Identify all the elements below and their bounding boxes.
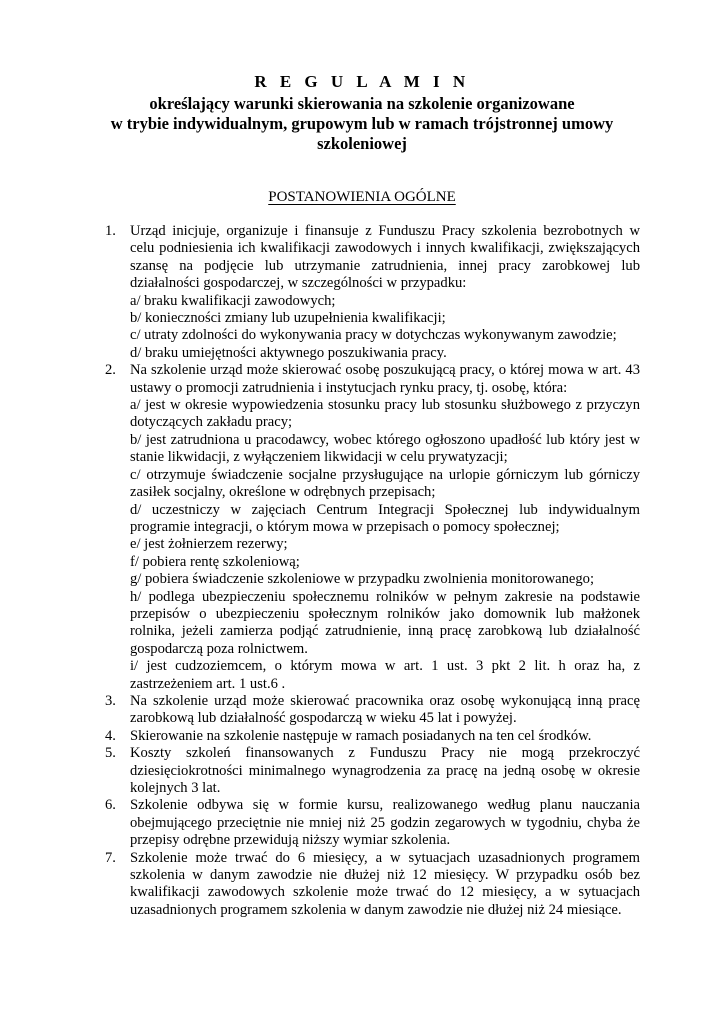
item-number: 7. — [105, 849, 116, 866]
list-item — [105, 797, 640, 849]
item-text-line: Szkolenie może trwać do 6 miesięcy, a w sytuacjach uzasadnionych programem — [130, 849, 640, 866]
list-item — [105, 850, 640, 920]
item-text-line: uzasadnionych programem szkolenia w danym zawodzie nie dłużej niż 24 miesiące. — [130, 901, 622, 918]
subtitle-line: określający warunki skierowania na szkolenie organizowane — [149, 94, 575, 113]
item-text-line: szansę na podjęcie lub utrzymanie zatrudnienia, innej pracy zarobkowej lub — [130, 257, 640, 274]
item-text-line: c/ utraty zdolności do wykonywania pracy w dotychczas wykonywanym zawodzie; — [130, 327, 617, 344]
list-item — [105, 693, 640, 728]
item-text-line: a/ jest w okresie wypowiedzenia stosunku pracy lub stosunku służbowego z przyczyn — [130, 397, 640, 414]
item-text-line: dotyczących zakładu pracy; — [130, 414, 293, 431]
item-text-line: Na szkolenie urząd może skierować osobę poszukującą pracy, o której mowa w art. 43 — [130, 362, 640, 379]
item-text-line: b/ konieczności zmiany lub uzupełnienia kwalifikacji; — [130, 310, 446, 327]
item-text-line: a/ braku kwalifikacji zawodowych; — [130, 292, 336, 309]
item-number: 1. — [105, 223, 116, 239]
item-number: 4. — [105, 727, 116, 744]
item-text-line: obejmującego przeciętnie nie mniej niż 25 godzin zegarowych w tygodniu, chyba że — [130, 814, 640, 831]
item-text-line: kwalifikacji zawodowych szkolenie może trwać do 12 miesięcy, a w sytuacjach — [130, 884, 640, 901]
item-text-line: przepisów o ubezpieczeniu społecznym rolników jako domownik lub małżonek — [130, 605, 640, 622]
item-text-line: gospodarczą poza rolnictwem. — [130, 640, 308, 657]
subtitle-line: szkoleniowej — [317, 134, 407, 153]
item-number: 2. — [105, 362, 116, 379]
item-text-line: g/ pobiera świadczenie szkoleniowe w przypadku zwolnienia monitorowanego; — [130, 571, 595, 588]
item-text-line: kolejnych 3 lat. — [130, 780, 221, 796]
item-text-line: zastrzeżeniem art. 1 ust.6 . — [130, 675, 286, 692]
list-item — [105, 745, 640, 797]
list-item — [105, 362, 640, 693]
item-text-line: b/ jest zatrudniona u pracodawcy, wobec którego ogłoszono upadłość lub który jest w — [130, 431, 640, 448]
item-text-line: e/ jest żołnierzem rezerwy; — [130, 536, 288, 553]
item-text-line: i/ jest cudzoziemcem, o którym mowa w art. 1 ust. 3 pkt 2 lit. h oraz ha, z — [130, 658, 640, 675]
item-text-line: Urząd inicjuje, organizuje i finansuje z Funduszu Pracy szkolenia bezrobotnych w — [130, 223, 640, 239]
item-text-line: przepisy odrębne przewidują niższy wymiar szkolenia. — [130, 832, 451, 849]
item-text-line: ustawy o promocji zatrudnienia i instytucjach rynku pracy, tj. osobę, która: — [130, 379, 568, 396]
item-text-line: f/ pobiera rentę szkoleniową; — [130, 553, 300, 570]
section-heading — [0, 189, 724, 206]
document-title: R E G U L A M I N — [254, 72, 470, 91]
item-text-line: stanie likwidacji, z wyłączeniem likwidacji w celu prywatyzacji; — [130, 449, 508, 466]
title-block — [0, 72, 724, 154]
item-text-line: zarobkową lub działalność gospodarczą w wieku 45 lat i powyżej. — [130, 710, 517, 727]
item-number: 5. — [105, 745, 116, 762]
list-item — [105, 728, 640, 745]
list-item — [105, 223, 640, 362]
item-number: 6. — [105, 797, 116, 814]
item-text-line: h/ podlega ubezpieczeniu społecznemu rolników w pełnym zakresie na podstawie — [130, 588, 640, 605]
item-text-line: szkolenia w danym zawodzie nie dłużej niż 12 miesięcy. W przypadku osób bez — [130, 867, 640, 884]
item-text-line: d/ braku umiejętności aktywnego poszukiwania pracy. — [130, 344, 447, 361]
item-text-line: c/ otrzymuje świadczenie socjalne przysługujące na urlopie górniczym lub górniczy — [130, 466, 640, 483]
item-text-line: Na szkolenie urząd może skierować pracownika oraz osobę wykonującą inną pracę — [130, 692, 640, 709]
item-text-line: zasiłek socjalny, określone w odrębnych przepisach; — [130, 484, 436, 501]
item-text-line: działalności gospodarczej, w szczególności w przypadku: — [130, 275, 467, 292]
item-text-line: rolnika, jeżeli zamierza podjąć zatrudnienie, inną pracę zarobkową lub działalność — [130, 623, 640, 640]
item-text-line: Koszty szkoleń finansowanych z Funduszu Pracy nie mogą przekroczyć — [130, 745, 640, 762]
item-text-line: d/ uczestniczy w zajęciach Centrum Integracji Społecznej lub indywidualnym — [130, 501, 640, 518]
section-heading-text: POSTANOWIENIA OGÓLNE — [268, 189, 456, 205]
subtitle-line: w trybie indywidualnym, grupowym lub w ramach trójstronnej umowy — [110, 114, 614, 133]
item-number: 3. — [105, 692, 116, 709]
item-text-line: Skierowanie na szkolenie następuje w ramach posiadanych na ten cel środków. — [130, 727, 592, 744]
regulation-list — [105, 223, 640, 919]
item-text-line: Szkolenie odbywa się w formie kursu, realizowanego według planu nauczania — [130, 797, 640, 814]
item-text-line: programie integracji, o którym mowa w przepisach o pomocy społecznej; — [130, 518, 560, 535]
item-text-line: celu podniesienia ich kwalifikacji zawodowych i innych kwalifikacji, zwiększających — [130, 240, 640, 257]
item-text-line: dziesięciokrotności minimalnego wynagrodzenia za pracę na jedną osobę w okresie — [130, 762, 640, 779]
